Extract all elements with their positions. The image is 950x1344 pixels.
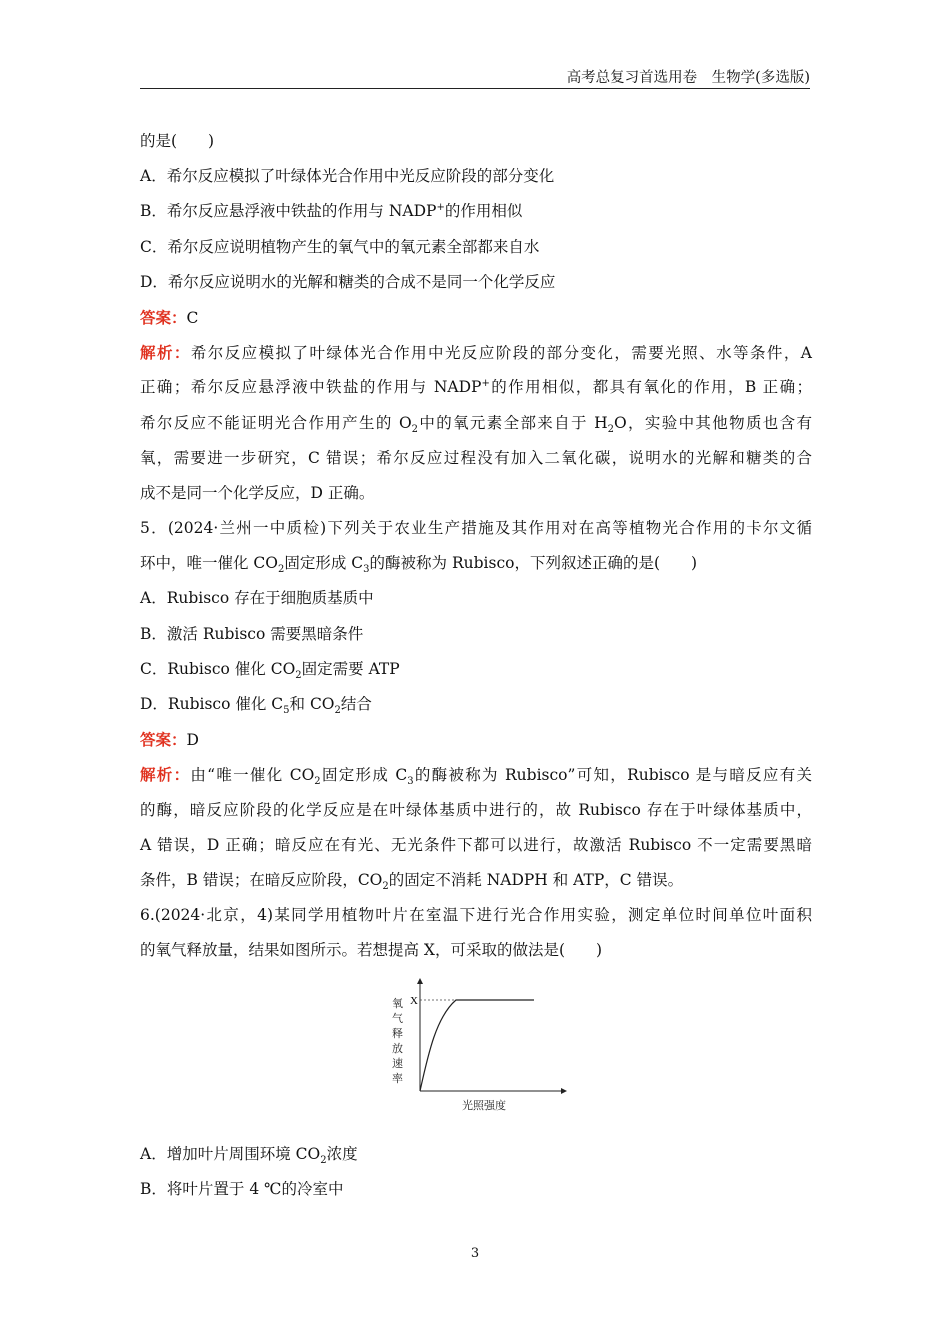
svg-text:率: 率 [392,1071,403,1085]
light-curve-graph [380,975,580,1115]
answer-label: 答案： [140,307,187,327]
svg-text:速: 速 [392,1056,403,1070]
q5-stem: 5．(2024·兰州一中质检)下列关于农业生产措施及其作用对在高等植物光合作用的卡尔文循 [140,519,812,538]
q6-stem: 6.(2024·北京，4)某同学用植物叶片在室温下进行光合作用实验，测定单位时间单位叶面积 [140,906,812,925]
q4-analysis-line: 成不是同一个化学反应，D 正确。 [140,483,375,502]
q6-stem: 的氧气释放量，结果如图所示。若想提高 X，可采取的做法是( ) [140,941,603,960]
q5-answer: 答案：D [140,730,199,750]
q5-analysis-line: 条件，B 错误；在暗反应阶段，$CO_2$的固定不消耗 NADPH 和 ATP，C 错误。 [140,870,684,893]
q4-option-a: A．希尔反应模拟了叶绿体光合作用中光反应阶段的部分变化 [140,167,555,186]
answer-label: 答案： [140,730,187,750]
q5-option-c: C．Rubisco 催化 $CO_2$固定需要 ATP [140,659,400,681]
q4-answer: 答案：C [140,307,199,327]
header-title: 高考总复习首选用卷 生物学(多选版) [566,70,810,86]
q5-option-d: D．Rubisco 催化 $C_5$和 $CO_2$结合 [140,695,372,717]
plateau-label: X [410,994,418,1007]
q4-analysis-line: 希尔反应不能证明光合作用产生的 $O_2$中的氧元素全部来自于 $H_2O$，实验中其他物质也含有 [140,413,812,435]
q4-option-d: D．希尔反应说明水的光解和糖类的合成不是同一个化学反应 [140,272,556,291]
q5-option-b: B．激活 Rubisco 需要黑暗条件 [140,624,364,643]
svg-text:气: 气 [392,1011,403,1025]
response-curve [420,1000,534,1091]
q4-option-c: C．希尔反应说明植物产生的氧气中的氧元素全部都来自水 [140,237,540,256]
q6-option-b: B．将叶片置于 4 ℃的冷室中 [140,1179,344,1198]
page-number: 3 [470,1246,480,1261]
q5-stem: 环中，唯一催化 $CO_2$固定形成 $C_3$的酶被称为 Rubisco，下列叙述正确的是( ) [140,554,698,576]
svg-text:释: 释 [392,1026,403,1040]
q5-analysis-line: A 错误，D 正确；暗反应在有光、无光条件下都可以进行，故激活 Rubisco 不一定需要黑暗 [140,835,812,854]
q5-option-a: A．Rubisco 存在于细胞质基质中 [140,589,374,608]
page-header [140,62,810,89]
q4-analysis-line: 解析：希尔反应模拟了叶绿体光合作用中光反应阶段的部分变化，需要光照、水等条件，A [140,343,812,363]
svg-text:放: 放 [392,1041,403,1055]
q6-figure [140,969,812,1137]
svg-text:氧: 氧 [392,996,403,1010]
analysis-label: 解析： [140,765,191,785]
analysis-label: 解析： [140,343,191,363]
q4-stem-end: 的是( ) [140,132,215,150]
q6-option-a: A．增加叶片周围环境 $CO_2$浓度 [140,1144,358,1166]
x-axis-label: 光照强度 [462,1098,506,1112]
q4-option-b: B．希尔反应悬浮液中铁盐的作用与 NADP+的作用相似 [140,202,523,221]
q5-analysis-line: 的酶，暗反应阶段的化学反应是在叶绿体基质中进行的，故 Rubisco 存在于叶绿体基质中， [140,800,812,819]
q4-analysis-line: 正确；希尔反应悬浮液中铁盐的作用与 NADP+的作用相似，都具有氧化的作用，B 正确； [140,378,812,397]
q5-analysis-line: 解析：由“唯一催化 $CO_2$固定形成 $C_3$的酶被称为 Rubisco”可知，Rubisco 是与暗反应有关 [140,765,812,788]
q4-analysis-line: 氧，需要进一步研究，C 错误；希尔反应过程没有加入二氧化碳，说明水的光解和糖类的合 [140,448,812,467]
y-axis-label [392,996,403,1085]
page-content [140,124,812,1207]
